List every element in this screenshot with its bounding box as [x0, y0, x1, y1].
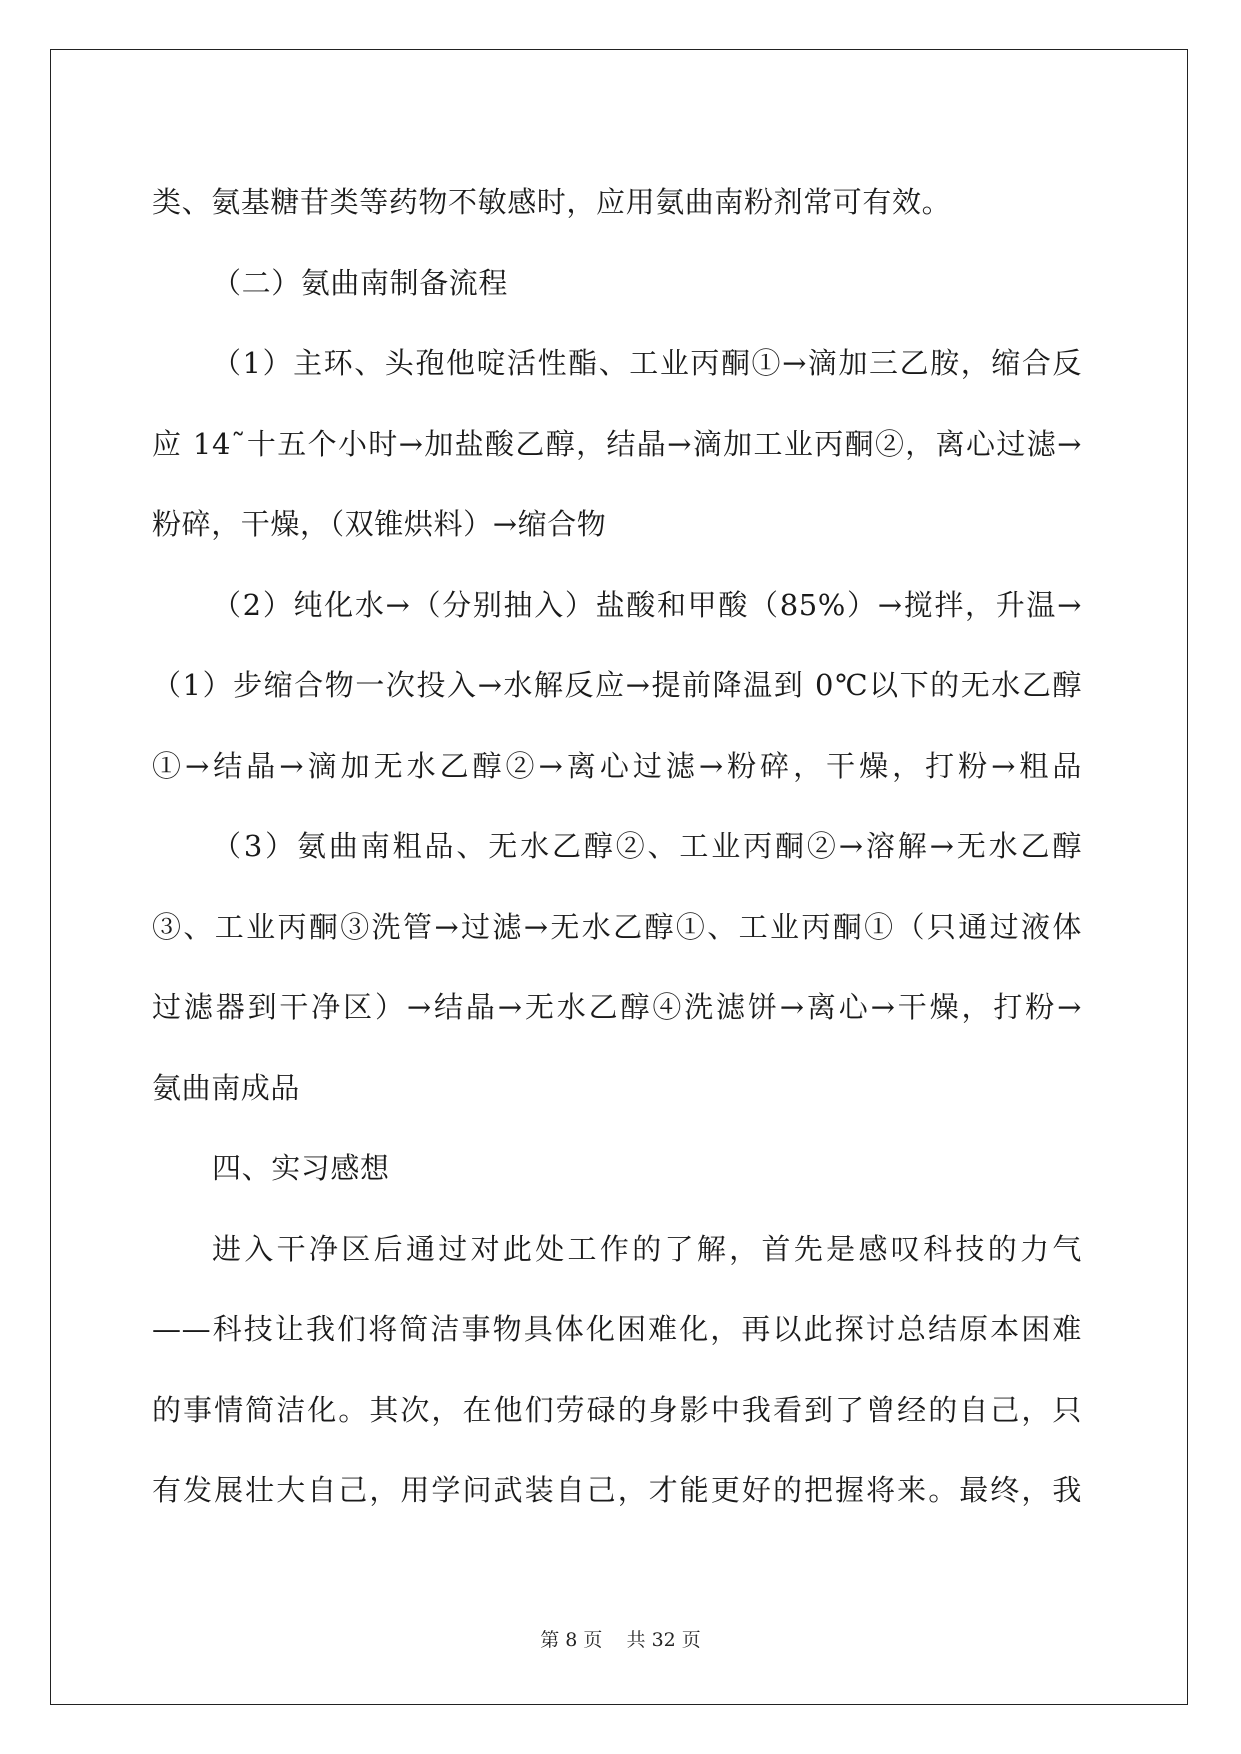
body-line-11: 过滤器到干净区）→结晶→无水乙醇④洗滤饼→离心→干燥，打粉→: [152, 990, 1082, 1024]
body-line-5: 粉碎，干燥，（双锥烘料）→缩合物: [152, 507, 607, 541]
body-line-16: 的事情简洁化。其次，在他们劳碌的身影中我看到了曾经的自己，只: [152, 1392, 1082, 1427]
body-line-6: （2）纯化水→（分别抽入）盐酸和甲酸（85%）→搅拌，升温→: [212, 587, 1082, 622]
document-body: [152, 162, 1082, 1531]
page-total: 共 32 页: [626, 1629, 701, 1651]
body-line-7: （1）步缩合物一次投入→水解反应→提前降温到 0℃以下的无水乙醇: [152, 668, 1082, 702]
body-line-15: ——科技让我们将简洁事物具体化困难化，再以此探讨总结原本困难: [152, 1312, 1082, 1346]
body-line-17: 有发展壮大自己，用学问武装自己，才能更好的把握将来。最终，我: [152, 1473, 1082, 1507]
body-line-14: 进入干净区后通过对此处工作的了解，首先是感叹科技的力气: [212, 1231, 1082, 1266]
heading-preparation-process: （二）氨曲南制备流程: [212, 265, 509, 300]
body-line-8: ①→结晶→滴加无水乙醇②→离心过滤→粉碎，干燥，打粉→粗品: [152, 748, 1082, 783]
body-line-10: ③、工业丙酮③洗管→过滤→无水乙醇①、工业丙酮①（只通过液体: [152, 909, 1082, 944]
page-footer: [0, 1625, 1241, 1652]
body-line-4: 应 14˜十五个小时→加盐酸乙醇，结晶→滴加工业丙酮②，离心过滤→: [152, 426, 1082, 461]
body-line-3: （1）主环、头孢他啶活性酯、工业丙酮①→滴加三乙胺，缩合反: [212, 346, 1082, 380]
body-line-1: 类、氨基糖苷类等药物不敏感时，应用氨曲南粉剂常可有效。: [152, 185, 952, 219]
body-line-12: 氨曲南成品: [152, 1070, 301, 1105]
page-number: 第 8 页: [540, 1629, 603, 1651]
heading-internship-reflection: 四、实习感想: [212, 1151, 390, 1185]
body-line-9: （3）氨曲南粗品、无水乙醇②、工业丙酮②→溶解→无水乙醇: [212, 829, 1082, 863]
